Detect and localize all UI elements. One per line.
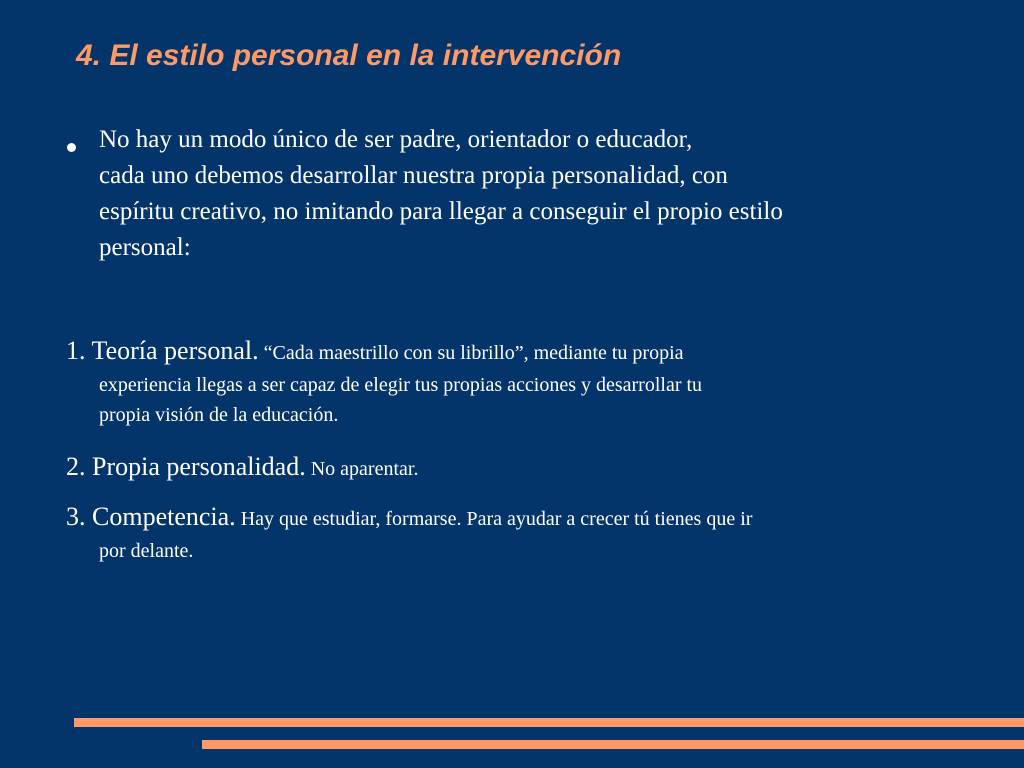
list-item-heading: 2. Propia personalidad. bbox=[66, 452, 306, 481]
bullet-line: No hay un modo único de ser padre, orientador o educador, bbox=[99, 126, 693, 153]
list-item-first-line bbox=[66, 450, 946, 488]
accent-bar-lower bbox=[202, 740, 1024, 749]
bullet-text bbox=[99, 122, 969, 266]
bullet-line: cada uno debemos desarrollar nuestra propia personalidad, con bbox=[99, 162, 728, 189]
list-item-competencia bbox=[66, 502, 946, 566]
list-item-first-line bbox=[66, 502, 946, 536]
list-item-text: “Cada maestrillo con su librillo”, mediante tu propia bbox=[258, 342, 684, 364]
list-item-continuation: propia visión de la educación. bbox=[99, 404, 339, 426]
list-item-continuation: experiencia llegas a ser capaz de elegir tus propias acciones y desarrollar tu bbox=[99, 374, 703, 396]
list-item-text: Hay que estudiar, formarse. Para ayudar a crecer tú tienes que ir bbox=[235, 508, 753, 530]
slide-title: 4. El estilo personal en la intervención bbox=[76, 39, 622, 72]
list-item-text: No aparentar. bbox=[305, 458, 419, 480]
list-item-first-line bbox=[66, 336, 946, 370]
list-item-teoria-personal bbox=[66, 336, 946, 430]
list-item-propia-personalidad bbox=[66, 450, 946, 488]
list-item-continuation: por delante. bbox=[99, 540, 194, 562]
accent-bar-upper bbox=[74, 718, 1024, 727]
bullet-dot-icon bbox=[67, 143, 76, 152]
list-item-heading: 1. Teoría personal. bbox=[66, 336, 259, 365]
bullet-line: personal: bbox=[99, 234, 191, 261]
bullet-line: espíritu creativo, no imitando para llegar a conseguir el propio estilo bbox=[99, 198, 783, 225]
list-item-heading: 3. Competencia. bbox=[66, 502, 236, 531]
